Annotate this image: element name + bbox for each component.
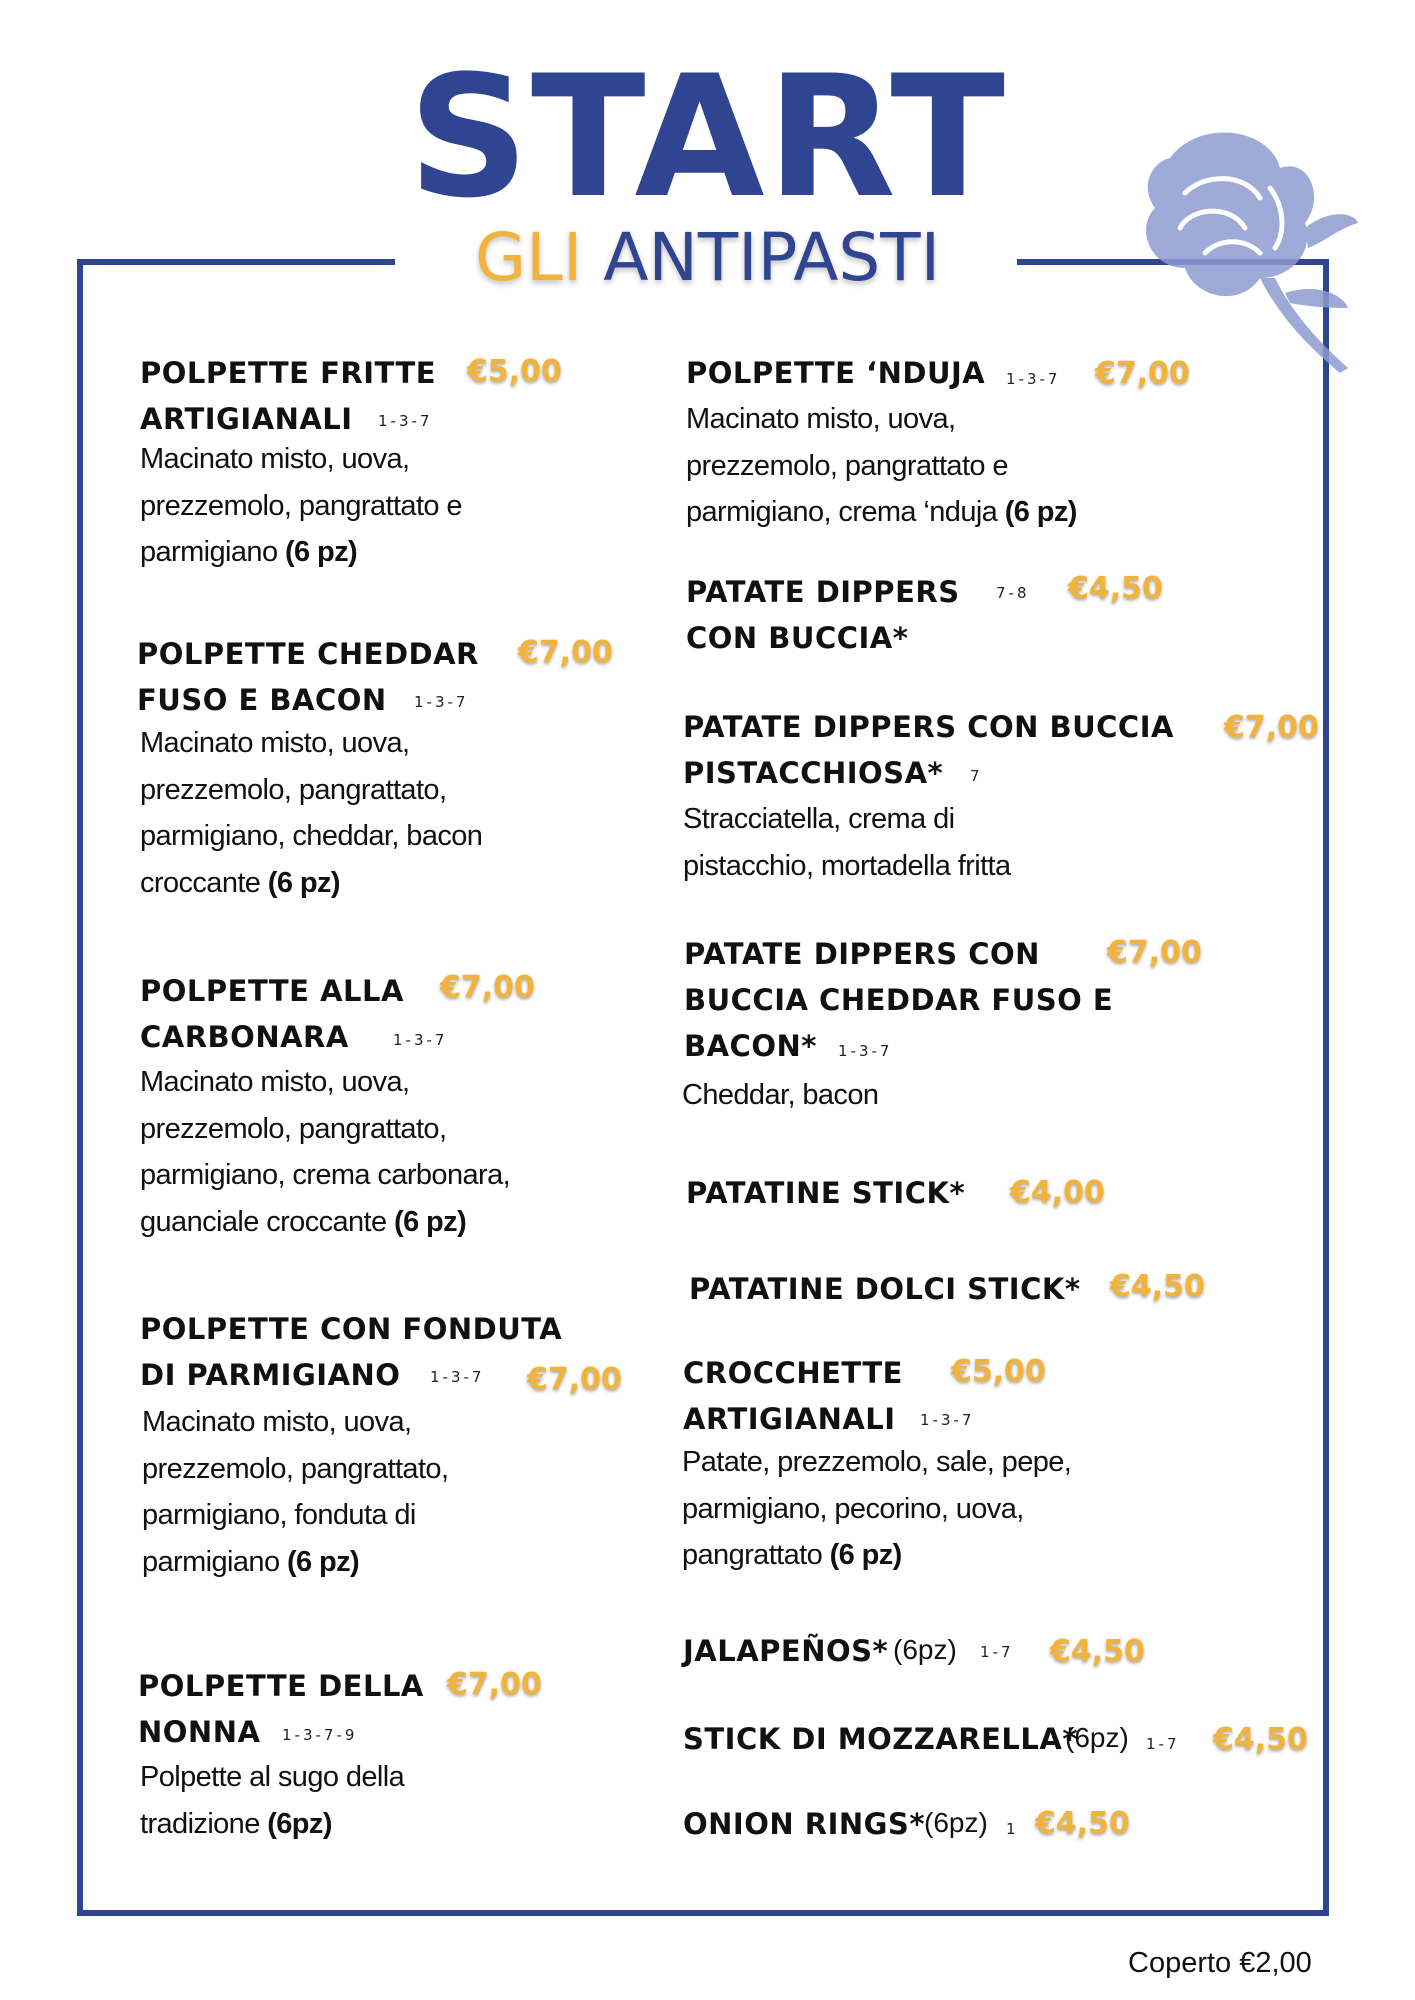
item-name: POLPETTE ‘NDUJA — [686, 356, 986, 390]
item-price: €4,50 — [1050, 1634, 1145, 1669]
item-description: Macinato misto, uova, prezzemolo, pangrattato, parmigiano, crema carbonara, guanciale croccante (6 pz) — [140, 1066, 511, 1238]
allergen-codes: 1-3-7 — [1006, 370, 1061, 388]
allergen-codes: 1-3-7-9 — [282, 1726, 358, 1744]
item-description: Macinato misto, uova, prezzemolo, pangrattato, parmigiano, cheddar, bacon croccante (6 pz) — [140, 727, 483, 899]
item-name: POLPETTE FRITTE — [140, 356, 437, 390]
allergen-codes: 7 — [970, 767, 983, 785]
item-name: PATATINE STICK* — [686, 1176, 966, 1210]
item-description: Stracciatella, crema di pistacchio, mortadella fritta — [683, 803, 1011, 882]
item-quantity: (6 pz) — [1004, 496, 1077, 528]
item-price: €4,50 — [1213, 1722, 1308, 1757]
allergen-codes: 1-7 — [1146, 1735, 1180, 1753]
allergen-codes: 1-3-7 — [838, 1042, 893, 1060]
item-name: STICK DI MOZZARELLA* — [683, 1722, 1078, 1756]
item-name: PATATE DIPPERS CON — [684, 937, 1040, 971]
item-price: €7,00 — [1095, 356, 1190, 391]
item-description: Polpette al sugo della tradizione (6pz) — [140, 1761, 405, 1840]
allergen-codes: 7-8 — [996, 584, 1030, 602]
rose-icon — [1110, 118, 1360, 378]
allergen-codes: 1-3-7 — [414, 693, 469, 711]
item-quantity: (6 pz) — [286, 1545, 360, 1578]
item-name: PATATE DIPPERS — [686, 575, 960, 609]
item-price: €7,00 — [440, 970, 535, 1005]
allergen-codes: 1 — [1006, 1820, 1019, 1838]
item-name: PATATINE DOLCI STICK* — [689, 1272, 1081, 1306]
item-description: Macinato misto, uova, prezzemolo, pangrattato e parmigiano (6 pz) — [140, 443, 462, 568]
item-price: €7,00 — [518, 635, 613, 670]
item-name-line2: BUCCIA CHEDDAR FUSO E — [684, 983, 1114, 1017]
item-quantity: (6pz) — [1065, 1722, 1129, 1753]
allergen-codes: 1-3-7 — [430, 1368, 485, 1386]
item-price: €7,00 — [527, 1362, 622, 1397]
allergen-codes: 1-7 — [980, 1643, 1014, 1661]
item-name: PATATE DIPPERS CON BUCCIA — [683, 710, 1174, 744]
item-name: JALAPEÑOS* — [683, 1634, 889, 1668]
item-price: €5,00 — [951, 1354, 1046, 1389]
item-description: Patate, prezzemolo, sale, pepe, parmigiano, pecorino, uova, pangrattato (6 pz) — [682, 1446, 1072, 1571]
allergen-codes: 1-3-7 — [393, 1031, 448, 1049]
item-price: €7,00 — [1107, 935, 1202, 970]
item-price: €4,50 — [1035, 1806, 1130, 1841]
item-description: Macinato misto, uova, prezzemolo, pangrattato, parmigiano, fonduta di parmigiano (6 pz) — [142, 1406, 449, 1578]
item-name-line2: ARTIGIANALI — [683, 1402, 896, 1436]
item-quantity: (6 pz) — [829, 1539, 902, 1571]
item-name: POLPETTE CHEDDAR — [137, 637, 479, 671]
item-quantity: (6pz) — [267, 1807, 332, 1840]
item-name-line2: DI PARMIGIANO — [140, 1358, 401, 1392]
item-price: €7,00 — [447, 1667, 542, 1702]
item-quantity: (6pz) — [893, 1634, 957, 1665]
item-quantity: (6 pz) — [267, 866, 340, 899]
cover-charge: Coperto €2,00 — [1128, 1947, 1312, 1979]
item-name: POLPETTE DELLA — [138, 1669, 424, 1703]
item-quantity: (6pz) — [924, 1807, 988, 1838]
item-price: €5,00 — [467, 354, 562, 389]
item-name: POLPETTE ALLA — [140, 974, 404, 1008]
frame-top-left — [77, 259, 395, 265]
item-quantity: (6 pz) — [394, 1205, 467, 1238]
item-price: €7,00 — [1224, 710, 1319, 745]
subtitle-part-2: ANTIPASTI — [603, 219, 941, 296]
item-name: ONION RINGS* — [683, 1807, 925, 1841]
item-quantity: (6 pz) — [284, 536, 358, 568]
item-price: €4,00 — [1010, 1175, 1105, 1210]
item-name-line2: NONNA — [138, 1715, 261, 1749]
item-name: POLPETTE CON FONDUTA — [140, 1312, 563, 1346]
allergen-codes: 1-3-7 — [378, 412, 433, 430]
item-price: €4,50 — [1110, 1269, 1205, 1304]
item-name-line2: CON BUCCIA* — [686, 621, 909, 655]
item-name-line2: CARBONARA — [140, 1020, 349, 1054]
item-description: Cheddar, bacon — [682, 1079, 879, 1111]
item-price: €4,50 — [1068, 571, 1163, 606]
subtitle-part-1: GLI — [474, 219, 583, 296]
item-name-line3: BACON* — [684, 1029, 817, 1063]
item-name-line2: FUSO E BACON — [137, 683, 387, 717]
item-name-line2: PISTACCHIOSA* — [683, 756, 944, 790]
item-description: Macinato misto, uova, prezzemolo, pangrattato e parmigiano, crema ‘nduja (6 pz) — [686, 403, 1077, 528]
allergen-codes: 1-3-7 — [920, 1411, 975, 1429]
item-name-line2: ARTIGIANALI — [140, 402, 353, 436]
item-name: CROCCHETTE — [683, 1356, 903, 1390]
page-title: START — [408, 39, 1007, 235]
